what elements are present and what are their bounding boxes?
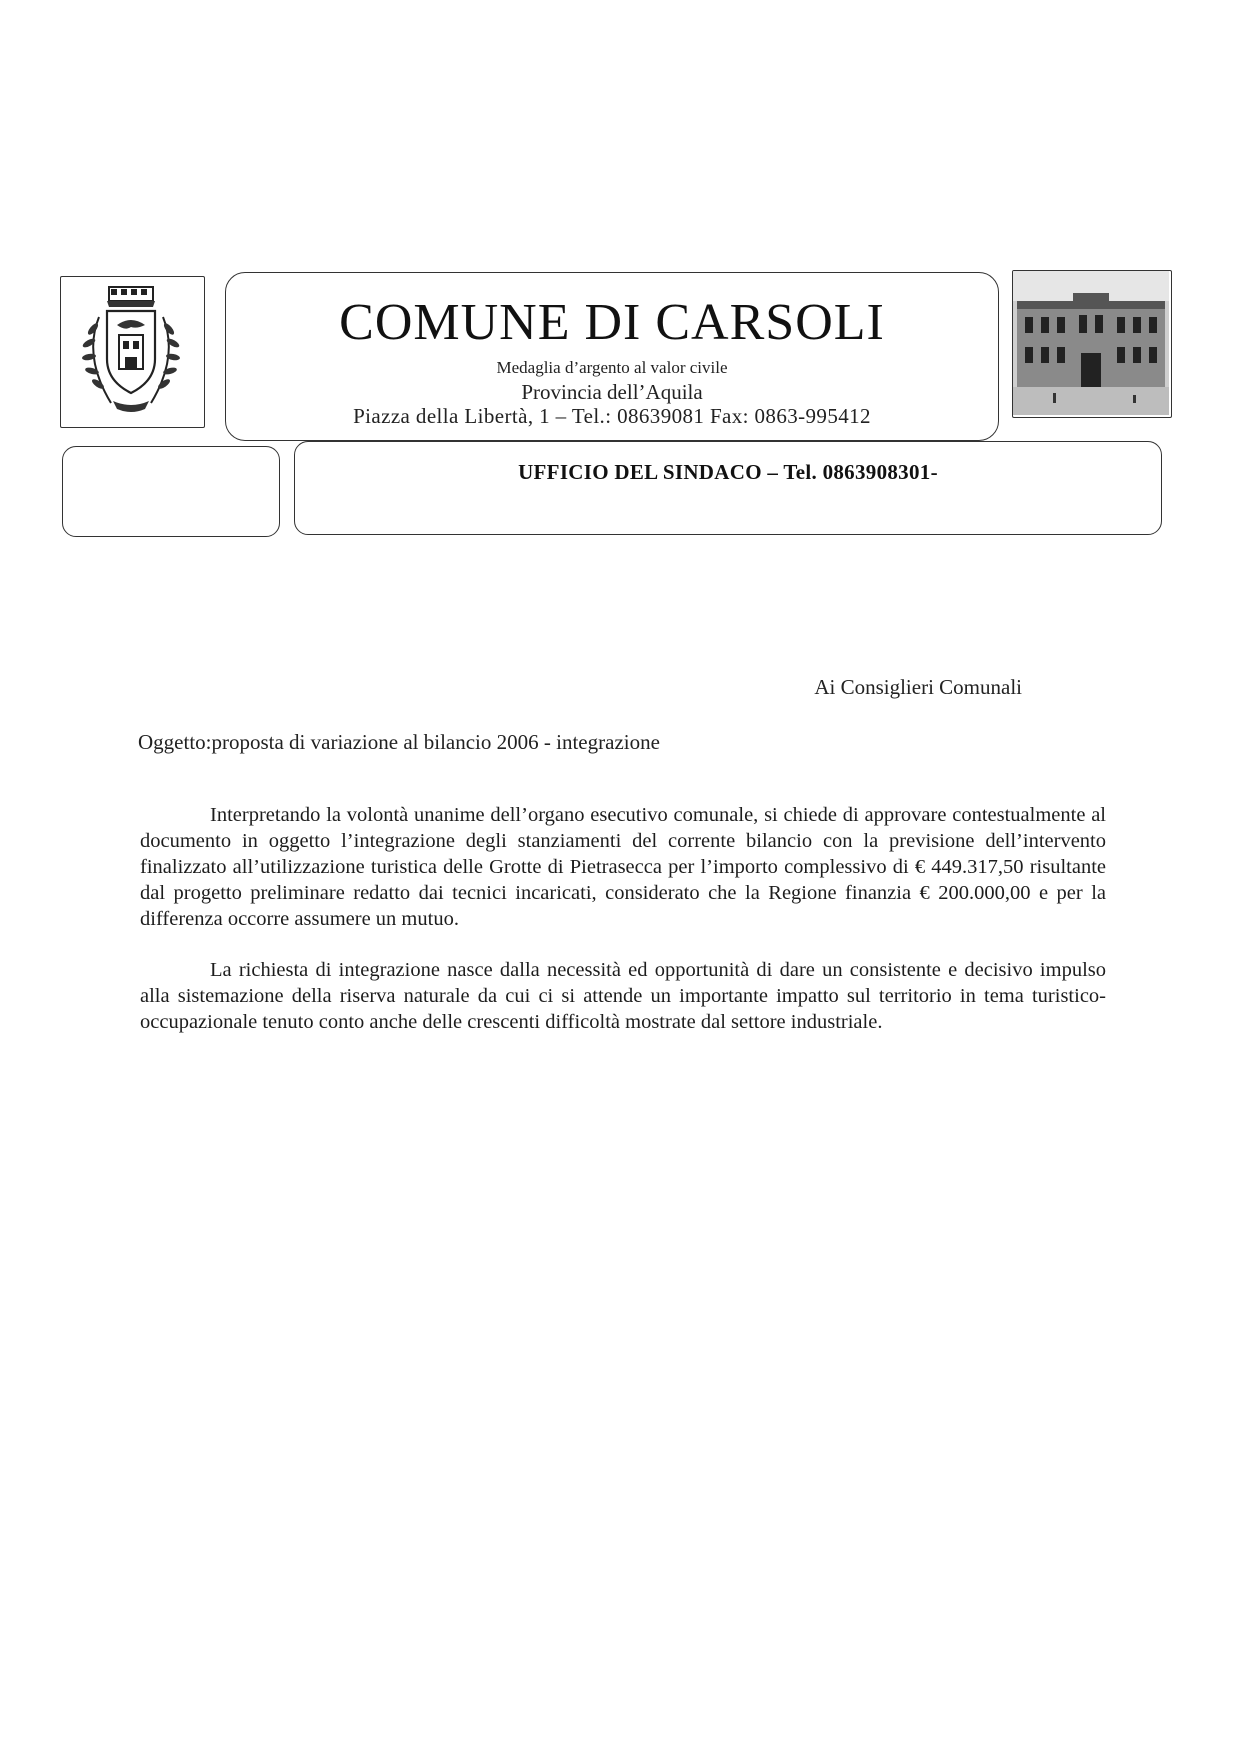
coat-of-arms-icon <box>61 277 202 425</box>
building-icon <box>1013 271 1169 415</box>
body-paragraph: La richiesta di integrazione nasce dalla necessità ed opportunità di dare un consistente e decisivo impulso alla sistemazione della riserva naturale da cui ci si attende un importante impatto sul territorio in tema turistico-occupazionale tenuto conto anche delle crescenti difficoltà mostrate dal settore industriale. <box>140 959 1106 1033</box>
recipient-line: Ai Consiglieri Comunali <box>814 675 1022 699</box>
letterhead-box <box>225 272 999 441</box>
province-line: Provincia dell’Aquila <box>521 380 703 404</box>
medal-line: Medaglia d’argento al valor civile <box>496 358 728 377</box>
subject-line: Oggetto:proposta di variazione al bilancio 2006 - integrazione <box>138 730 660 754</box>
office-box <box>294 441 1162 535</box>
crest-box <box>60 276 205 428</box>
address-line: Piazza della Libertà, 1 – Tel.: 08639081 Fax: 0863-995412 <box>353 404 871 428</box>
municipality-title: COMUNE DI CARSOLI <box>339 294 885 351</box>
town-hall-photo <box>1012 270 1172 418</box>
empty-box <box>62 446 280 537</box>
office-line: UFFICIO DEL SINDACO – Tel. 0863908301- <box>518 460 938 484</box>
body-paragraph: Interpretando la volontà unanime dell’organo esecutivo comunale, si chiede di approvare contestualmente al documento in oggetto l’integrazione degli stanziamenti del corrente bilancio con la previsione dell’intervento finalizzato all’utilizzazione turistica delle Grotte di Pietrasecca per l’importo complessivo di € 449.317,50 risultante dal progetto preliminare redatto dai tecnici incaricati, considerato che la Regione finanzia € 200.000,00 e per la differenza occorre assumere un mutuo. <box>140 804 1106 930</box>
